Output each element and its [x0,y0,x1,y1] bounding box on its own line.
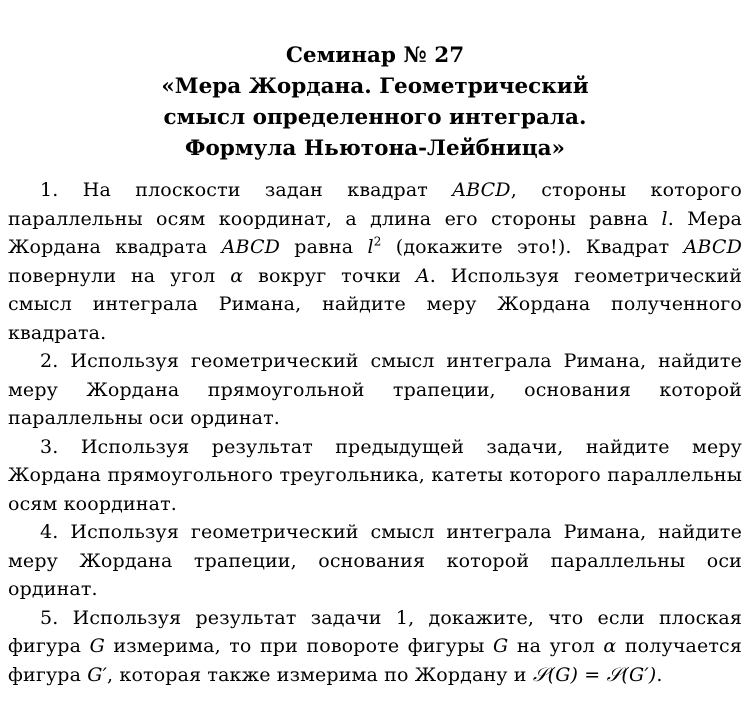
math-expression: α [230,264,244,287]
problem-item [8,604,742,690]
problem-text: измерима, то при повороте фигуры [104,635,494,657]
problem-number: 3. [40,435,81,458]
problem-text: На плоскости задан квадрат [82,179,453,201]
problem-text: . [656,663,663,686]
problem-number: 4. [40,521,71,543]
math-expression: l [367,236,374,258]
problem-text: равна [280,236,368,258]
problem-text: . Используя геометрический смысл интеграла Римана, найдите меру Жордана полученного квадрата. [8,264,743,344]
math-expression: G [89,635,105,657]
seminar-heading [8,40,742,164]
problem-number: 2. [40,350,71,372]
problem-number: 1. [40,179,83,201]
problem-text: , стороны которого параллельны осям координат, а длина его стороны равна [8,179,743,230]
problem-item [8,347,742,433]
problem-text: Используя результат задачи 1, докажите, что если плоская фигура [8,606,742,657]
math-expression: l [661,207,668,230]
math-expression: G [493,635,509,657]
problem-text: повернули на угол [8,264,231,287]
problem-text: Используя геометрический смысл интеграла Римана, найдите меру Жордана трапеции, основания которой параллельны оси ординат. [8,521,742,600]
heading-line-1: Семинар № 27 [285,43,465,68]
problem-text: Используя геометрический смысл интеграла Римана, найдите меру Жордана прямоугольной трапеции, основания которой параллельны оси ординат. [8,350,742,429]
heading-line-3: смысл определенного интеграла. [163,105,587,130]
problem-list [8,176,742,689]
math-expression: A [415,264,430,287]
problem-item [8,176,742,347]
problem-text: вокруг точки [243,264,416,287]
problem-text: (докажите это!). Квадрат [381,236,684,258]
heading-line-4: Формула Ньютона-Лейбница» [185,136,565,161]
superscript: 2 [373,234,382,249]
problem-text: . Мера Жордана квадрата [8,207,742,258]
seminar-page [8,40,742,689]
math-expression: G′ [87,663,108,686]
problem-text: Используя результат предыдущей задачи, найдите меру Жордана прямоугольного треугольника, катеты которого параллельны осям координат. [8,435,742,515]
math-expression: ABCD [452,179,511,201]
heading-line-2: «Мера Жордана. Геометрический [161,74,589,99]
math-expression: α [603,635,617,657]
math-expression: 𝒮(G) = 𝒮(G′) [532,663,657,686]
problem-number: 5. [40,606,73,629]
problem-item [8,518,742,604]
problem-item [8,433,742,519]
math-expression: ABCD [221,236,281,258]
math-expression: ABCD [683,236,742,258]
problem-text: , которая также измерима по Жордану и [107,663,533,686]
problem-text: на угол [508,635,604,657]
problem-text: получается фигура [8,635,742,686]
